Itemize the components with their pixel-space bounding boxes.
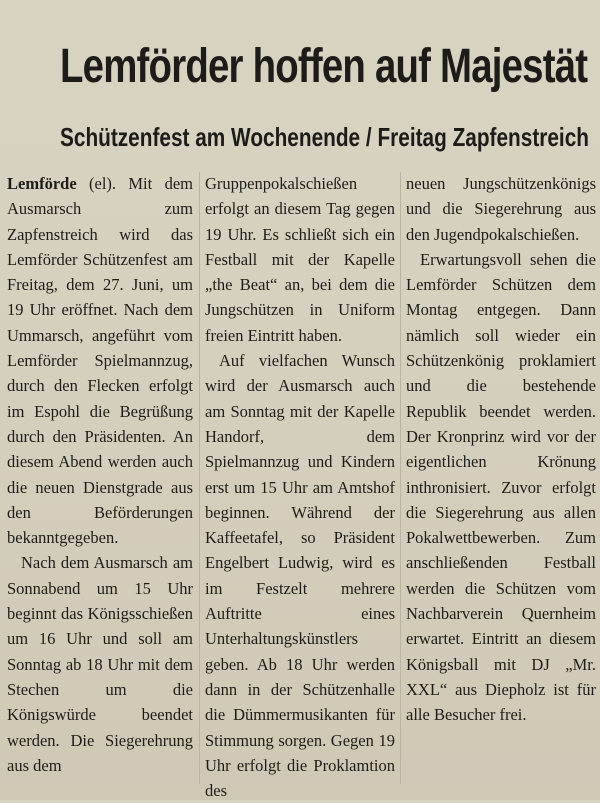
- column-divider: [199, 172, 200, 784]
- article-column-1: [7, 171, 193, 778]
- paragraph: Nach dem Ausmarsch am Sonnabend um 15 Uhr beginnt das Königsschießen um 16 Uhr und soll am Sonntag ab 18 Uhr mit dem Stechen um die Königswürde beendet werden. Die Siegerehrung aus dem: [7, 553, 193, 775]
- headline: Lemförder hoffen auf Majestät: [60, 40, 588, 94]
- article-column-3: [406, 171, 596, 728]
- article-column-2: [205, 171, 395, 803]
- subheadline: Schützenfest am Wochenende / Freitag Zapfenstreich: [60, 121, 589, 152]
- column-divider: [400, 172, 401, 784]
- dateline: Lemförde: [7, 174, 77, 193]
- paragraph: [7, 171, 193, 550]
- paragraph: neuen Jungschützenkönigs und die Siegerehrung aus den Jugendpokalschießen.: [406, 174, 596, 244]
- paragraph-text: (el). Mit dem Ausmarsch zum Zapfenstreich wird das Lemförder Schützenfest am Freitag, dem 27. Juni, um 19 Uhr eröffnet. Nach dem Ummarsch, angeführt vom Lemförder Spielmannzug, durch den Flecken erfolgt im Espohl die Begrüßung durch den Präsidenten. An diesem Abend werden auch die neuen Dienstgrade aus den Beförderungen bekanntgegeben.: [7, 174, 193, 548]
- paragraph: Gruppenpokalschießen erfolgt an diesem Tag gegen 19 Uhr. Es schließt sich ein Festball mit der Kapelle „the Beat“ an, bei dem die Jungschützen in Uniform freien Eintritt haben.: [205, 174, 395, 345]
- paragraph: Auf vielfachen Wunsch wird der Ausmarsch auch am Sonntag mit der Kapelle Handorf, dem Spielmannzug und Kindern erst um 15 Uhr am Amtshof beginnen. Während der Kaffeetafel, so Präsident Engelbert Ludwig, wird es im Festzelt mehrere Auftritte eines Unterhaltungskünstlers geben. Ab 18 Uhr werden dann in der Schützenhalle die Dümmermusikanten für Stimmung sorgen. Gegen 19 Uhr erfolgt die Proklamtion des: [205, 351, 395, 801]
- paragraph: Erwartungsvoll sehen die Lemförder Schützen dem Montag entgegen. Dann nämlich soll wieder ein Schützenkönig proklamiert und die bestehende Republik beendet werden. Der Kronprinz wird vor der eigentlichen Krönung inthronisiert. Zuvor erfolgt die Siegerehrung aus allen Pokalwettbewerben. Zum anschließenden Festball werden die Schützen vom Nachbarverein Quernheim erwartet. Eintritt an diesem Königsball mit DJ „Mr. XXL“ aus Diepholz ist für alle Besucher frei.: [406, 249, 596, 725]
